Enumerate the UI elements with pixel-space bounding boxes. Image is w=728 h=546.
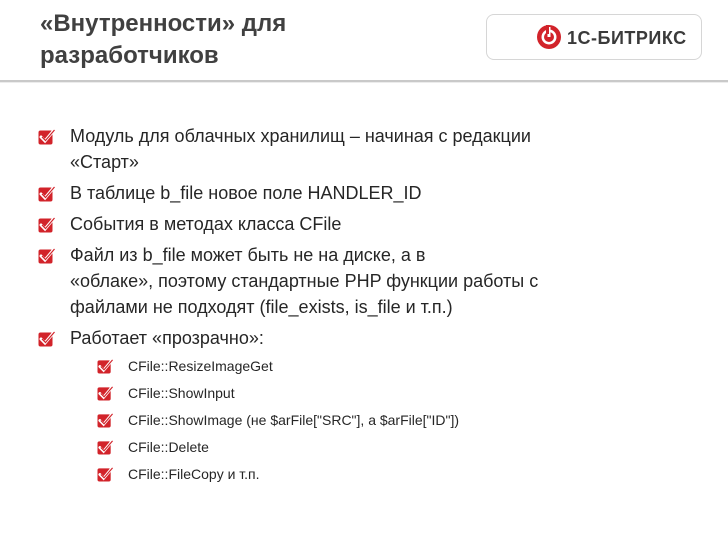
checkbox-checked-icon bbox=[38, 330, 56, 347]
sub-bullet-text: CFile::FileCopy и т.п. bbox=[128, 466, 260, 482]
bitrix-logo-icon bbox=[536, 24, 562, 50]
sub-bullet-text: CFile::Delete bbox=[128, 439, 209, 455]
sub-bullet-text: CFile::ShowInput bbox=[128, 385, 235, 401]
checkbox-checked-icon bbox=[38, 216, 56, 233]
sub-bullet-text: CFile::ResizeImageGet bbox=[128, 358, 273, 374]
bullet-text: файлами не подходят (file_exists, is_file и т.п.) bbox=[70, 297, 453, 317]
sub-bullet-item-5 bbox=[95, 464, 716, 484]
slide-title-line-1: «Внутренности» для bbox=[40, 10, 287, 37]
checkbox-checked-icon bbox=[38, 185, 56, 202]
slide-title-line-2: разработчиков bbox=[40, 42, 219, 69]
checkbox-checked-icon bbox=[38, 247, 56, 264]
bullet-text: События в методах класса CFile bbox=[70, 214, 342, 234]
title-divider bbox=[0, 80, 728, 82]
bullet-list bbox=[36, 123, 716, 491]
checkbox-checked-icon bbox=[97, 412, 114, 428]
bullet-item-3 bbox=[36, 211, 716, 237]
sub-bullet-item-1 bbox=[95, 356, 716, 376]
sub-bullet-list bbox=[95, 356, 716, 484]
checkbox-checked-icon bbox=[38, 128, 56, 145]
checkbox-checked-icon bbox=[97, 358, 114, 374]
logo-text: 1С-БИТРИКС bbox=[567, 28, 687, 48]
bullet-text: Модуль для облачных хранилищ – начиная с редакции bbox=[70, 126, 531, 146]
bullet-item-1 bbox=[36, 123, 716, 175]
checkbox-checked-icon bbox=[97, 466, 114, 482]
bullet-text: В таблице b_file новое поле HANDLER_ID bbox=[70, 183, 422, 203]
bullet-text: Работает «прозрачно»: bbox=[70, 328, 264, 348]
bullet-item-2 bbox=[36, 180, 716, 206]
bullet-item-4 bbox=[36, 242, 716, 320]
bitrix-logo bbox=[486, 14, 702, 60]
checkbox-checked-icon bbox=[97, 439, 114, 455]
bullet-item-5 bbox=[36, 325, 716, 351]
bullet-text: Файл из b_file может быть не на диске, а в bbox=[70, 245, 426, 265]
bullet-text: «облаке», поэтому стандартные PHP функции работы с bbox=[70, 271, 539, 291]
slide-title bbox=[40, 8, 460, 72]
sub-bullet-item-4 bbox=[95, 437, 716, 457]
bullet-text: «Старт» bbox=[70, 152, 139, 172]
sub-bullet-text: CFile::ShowImage (не $arFile["SRC"], а $arFile["ID"]) bbox=[128, 412, 460, 428]
checkbox-checked-icon bbox=[97, 385, 114, 401]
sub-bullet-item-3 bbox=[95, 410, 716, 430]
sub-bullet-item-2 bbox=[95, 383, 716, 403]
